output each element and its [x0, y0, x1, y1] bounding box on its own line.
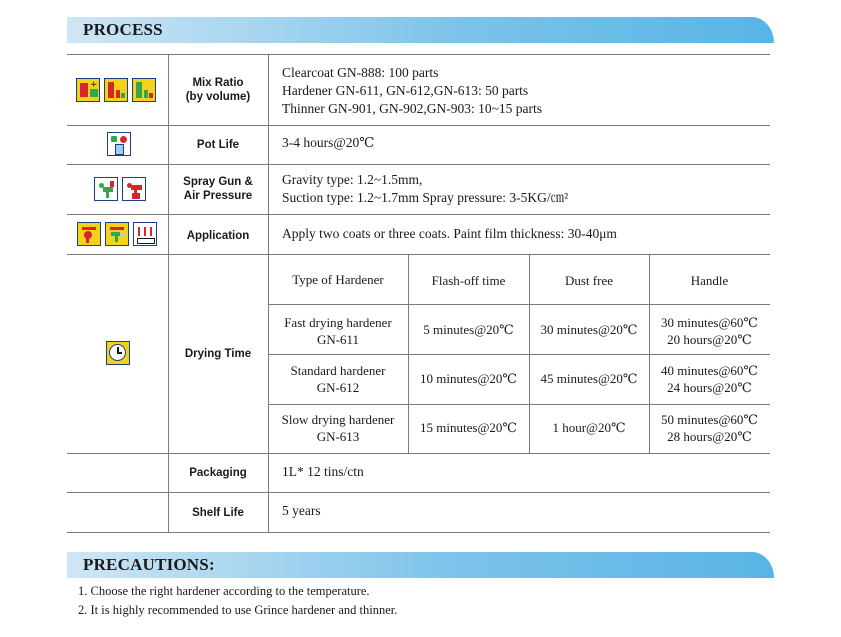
drying-time-icons — [106, 341, 130, 365]
application-icons — [77, 222, 157, 246]
drying-row-divider — [268, 404, 770, 405]
mix-ratio-line: Thinner GN-901, GN-902,GN-903: 10~15 parts — [282, 101, 543, 116]
row-divider — [67, 453, 770, 454]
mix-ratio-value — [282, 64, 542, 118]
row-divider — [67, 532, 770, 533]
mix-ratio-icons — [76, 78, 156, 102]
mix-ratio-c-icon — [132, 78, 156, 102]
handle-line: 50 minutes@60℃ — [661, 412, 758, 427]
application-label: Application — [186, 230, 250, 242]
spray-gun-line: Gravity type: 1.2~1.5mm, — [282, 172, 423, 187]
spray-gun-label-line: Air Pressure — [183, 190, 253, 202]
pot-life-icon — [107, 132, 131, 156]
process-title: PROCESS — [83, 20, 163, 39]
process-banner — [67, 17, 774, 43]
spray-gun-value — [282, 171, 568, 207]
drying-handle-cell — [649, 362, 770, 396]
shelf-life-value: 5 years — [282, 503, 321, 518]
drying-dust-free-cell: 30 minutes@20℃ — [540, 322, 638, 337]
drying-hardener-cell — [268, 314, 408, 348]
application-spray-icon — [105, 222, 129, 246]
row-divider — [67, 125, 770, 126]
spray-gun-icons — [94, 177, 146, 201]
mix-ratio-a-icon: + — [76, 78, 100, 102]
column-divider — [168, 54, 169, 532]
hardener-name: Slow drying hardener — [281, 412, 395, 427]
drying-header-dust-free: Dust free — [564, 273, 613, 288]
drying-dust-free-cell: 1 hour@20℃ — [552, 420, 626, 435]
drying-flash-off-cell: 5 minutes@20℃ — [423, 322, 514, 337]
drying-row-divider — [268, 304, 770, 305]
mix-ratio-label — [169, 76, 267, 104]
row-divider — [67, 214, 770, 215]
hardener-code: GN-613 — [316, 429, 360, 444]
application-value: Apply two coats or three coats. Paint film thickness: 30-40μm — [282, 226, 617, 241]
packaging-label: Packaging — [189, 467, 247, 479]
drying-row-divider — [268, 354, 770, 355]
handle-line: 20 hours@20℃ — [667, 332, 752, 347]
mix-ratio-b-icon — [104, 78, 128, 102]
application-coat-icon — [77, 222, 101, 246]
row-divider — [67, 492, 770, 493]
handle-line: 40 minutes@60℃ — [661, 363, 758, 378]
drying-flash-off-cell: 15 minutes@20℃ — [420, 420, 517, 435]
drying-header-handle: Handle — [690, 273, 729, 288]
clock-icon — [106, 341, 130, 365]
precautions-title: PRECAUTIONS: — [83, 555, 215, 574]
precaution-item: 1. Choose the right hardener according to the temperature. — [78, 584, 370, 598]
hardener-code: GN-612 — [316, 380, 360, 395]
suction-spray-gun-icon — [122, 177, 146, 201]
pot-life-icons — [107, 132, 131, 156]
spray-gun-line: Suction type: 1.2~1.7mm Spray pressure: 3-5KG/㎝² — [282, 190, 569, 205]
handle-line: 30 minutes@60℃ — [661, 315, 758, 330]
drying-header-hardener: Type of Hardener — [292, 272, 384, 287]
drying-hardener-cell — [268, 411, 408, 445]
hardener-name: Standard hardener — [290, 363, 386, 378]
column-divider — [268, 54, 269, 532]
drying-handle-cell — [649, 411, 770, 445]
precautions-banner — [67, 552, 774, 578]
pot-life-label: Pot Life — [196, 139, 240, 151]
shelf-life-label: Shelf Life — [192, 507, 244, 519]
precaution-item: 2. It is highly recommended to use Grince hardener and thinner. — [78, 603, 398, 617]
handle-line: 28 hours@20℃ — [667, 429, 752, 444]
row-divider — [67, 164, 770, 165]
application-dry-icon — [133, 222, 157, 246]
handle-line: 24 hours@20℃ — [667, 380, 752, 395]
drying-handle-cell — [649, 314, 770, 348]
mix-ratio-label-line: (by volume) — [185, 91, 251, 103]
gravity-spray-gun-icon — [94, 177, 118, 201]
row-divider — [67, 54, 770, 55]
drying-hardener-cell — [268, 362, 408, 396]
hardener-code: GN-611 — [316, 332, 360, 347]
mix-ratio-line: Hardener GN-611, GN-612,GN-613: 50 parts — [282, 83, 529, 98]
mix-ratio-label-line: Mix Ratio — [192, 77, 244, 89]
mix-ratio-line: Clearcoat GN-888: 100 parts — [282, 65, 439, 80]
drying-time-label: Drying Time — [184, 348, 252, 360]
drying-flash-off-cell: 10 minutes@20℃ — [420, 371, 517, 386]
row-divider — [67, 254, 770, 255]
pot-life-value: 3-4 hours@20℃ — [282, 135, 375, 150]
spray-gun-label-line: Spray Gun & — [183, 176, 253, 188]
spray-gun-label — [169, 175, 267, 203]
packaging-value: 1L* 12 tins/ctn — [282, 464, 364, 479]
drying-header-flash-off: Flash-off time — [431, 273, 506, 288]
drying-dust-free-cell: 45 minutes@20℃ — [540, 371, 638, 386]
hardener-name: Fast drying hardener — [284, 315, 392, 330]
